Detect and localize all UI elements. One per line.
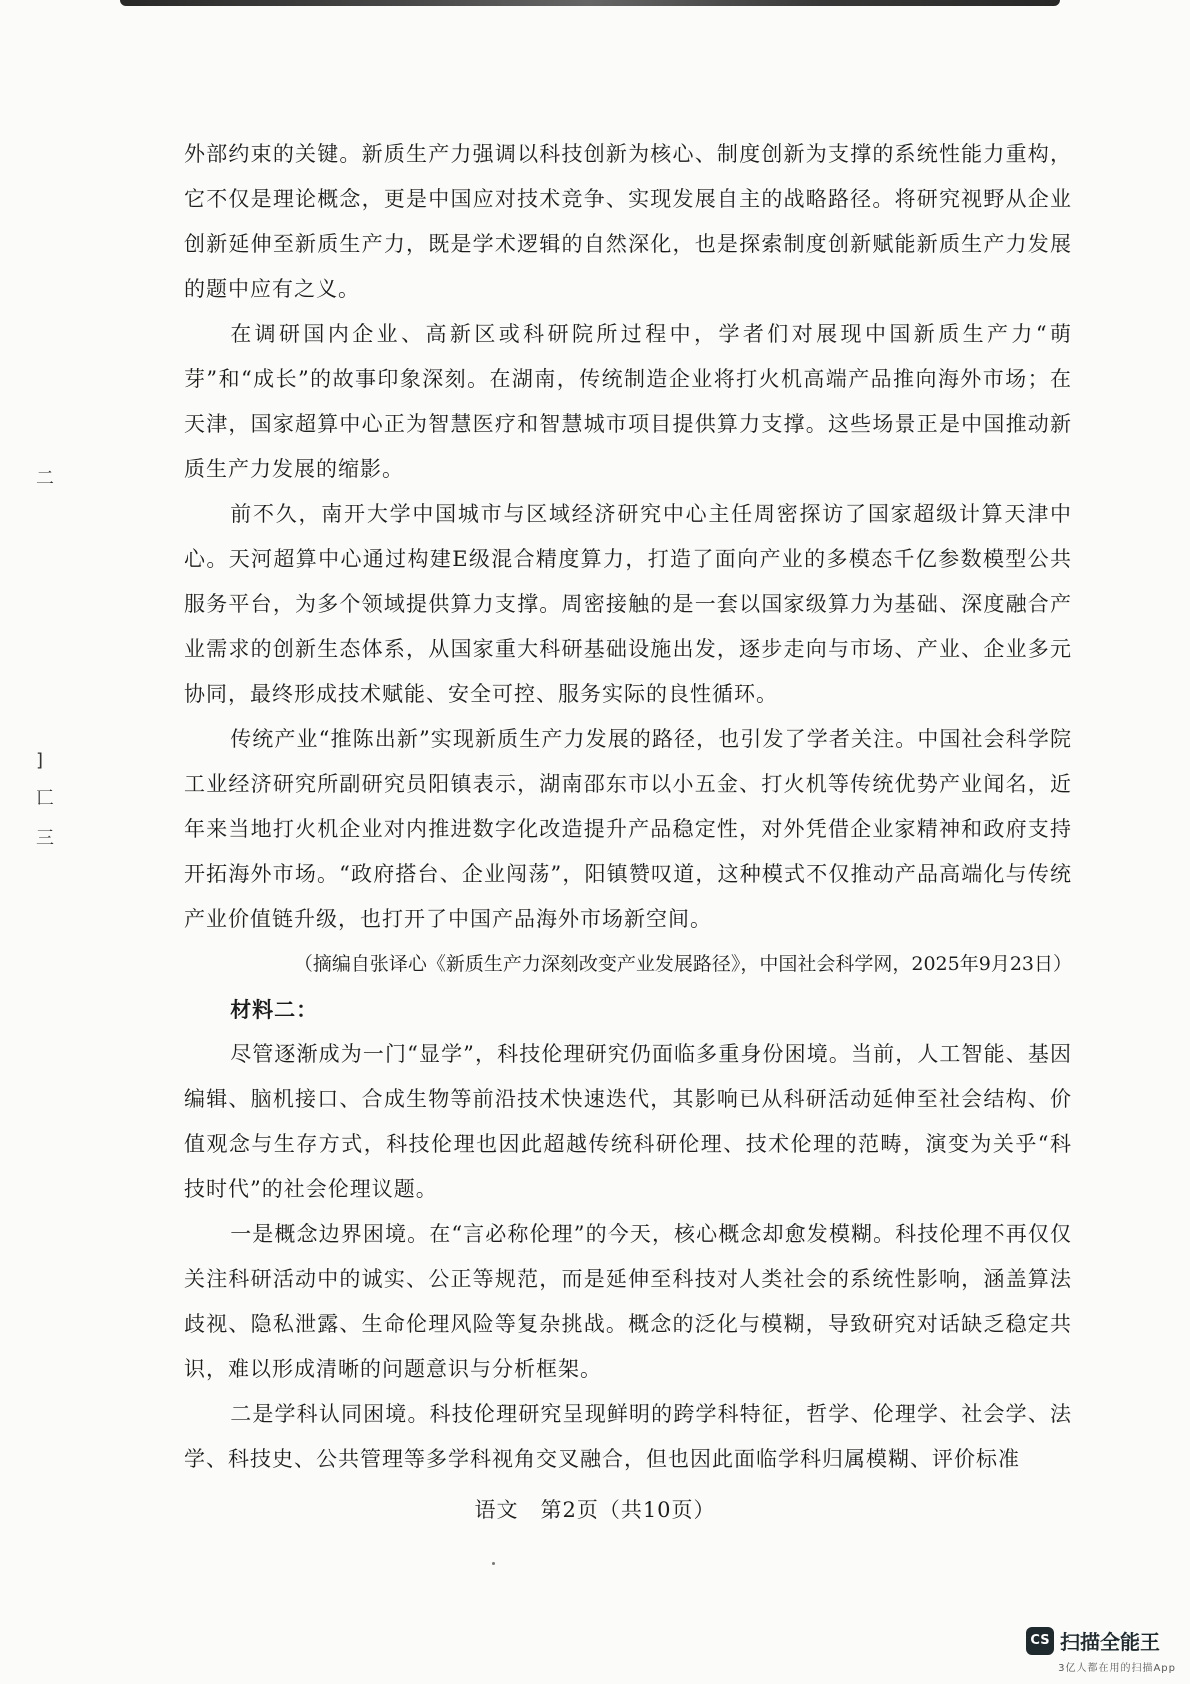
margin-mark-4: 三	[36, 828, 54, 849]
paragraph: 一是概念边界困境。在“言必称伦理”的今天，核心概念却愈发模糊。科技伦理不再仅仅关注科研活动中的诚实、公正等规范，而是延伸至科技对人类社会的系统性影响，涵盖算法歧视、隐私泄露、生命伦理风险等复杂挑战。概念的泛化与模糊，导致研究对话缺乏稳定共识，难以形成清晰的问题意识与分析框架。	[184, 1222, 1072, 1381]
scanner-watermark	[1026, 1626, 1176, 1674]
page-footer: 语文 第2页（共10页）	[474, 1498, 716, 1522]
paragraph: 外部约束的关键。新质生产力强调以科技创新为核心、制度创新为支撑的系统性能力重构，它不仅是理论概念，更是中国应对技术竞争、实现发展自主的战略路径。将研究视野从企业创新延伸至新质生产力，既是学术逻辑的自然深化，也是探索制度创新赋能新质生产力发展的题中应有之义。	[184, 142, 1072, 301]
source-citation: （摘编自张译心《新质生产力深刻改变产业发展路径》，中国社会科学网，2025年9月23日）	[293, 953, 1072, 975]
speck	[492, 1562, 495, 1565]
paragraph: 传统产业“推陈出新”实现新质生产力发展的路径，也引发了学者关注。中国社会科学院工业经济研究所副研究员阳镇表示，湖南邵东市以小五金、打火机等传统优势产业闻名，近年来当地打火机企业对内推进数字化改造提升产品稳定性，对外凭借企业家精神和政府支持开拓海外市场。“政府搭台、企业闯荡”，阳镇赞叹道，这种模式不仅推动产品高端化与传统产业价值链升级，也打开了中国产品海外市场新空间。	[184, 727, 1072, 931]
watermark-name: 扫描全能王	[1060, 1630, 1160, 1654]
paragraph: 尽管逐渐成为一门“显学”，科技伦理研究仍面临多重身份困境。当前，人工智能、基因编辑、脑机接口、合成生物等前沿技术快速迭代，其影响已从科研活动延伸至社会结构、价值观念与生存方式，科技伦理也因此超越传统科研伦理、技术伦理的范畴，演变为关乎“科技时代”的社会伦理议题。	[184, 1042, 1072, 1201]
paragraph: 在调研国内企业、高新区或科研院所过程中，学者们对展现中国新质生产力“萌芽”和“成长”的故事印象深刻。在湖南，传统制造企业将打火机高端产品推向海外市场；在天津，国家超算中心正为智慧医疗和智慧城市项目提供算力支撑。这些场景正是中国推动新质生产力发展的缩影。	[184, 322, 1072, 481]
scan-edge-shadow	[120, 0, 1060, 6]
paragraph: 二是学科认同困境。科技伦理研究呈现鲜明的跨学科特征，哲学、伦理学、社会学、法学、科技史、公共管理等多学科视角交叉融合，但也因此面临学科归属模糊、评价标准	[184, 1402, 1072, 1471]
cs-logo-icon: CS	[1026, 1627, 1054, 1655]
watermark-tagline: 3亿人都在用的扫描App	[1058, 1663, 1176, 1674]
document-body	[184, 132, 1072, 1482]
paragraph: 前不久，南开大学中国城市与区域经济研究中心主任周密探访了国家超级计算天津中心。天河超算中心通过构建E级混合精度算力，打造了面向产业的多模态千亿参数模型公共服务平台，为多个领域提供算力支撑。周密接触的是一套以国家级算力为基础、深度融合产业需求的创新生态体系，从国家重大科研基础设施出发，逐步走向与市场、产业、企业多元协同，最终形成技术赋能、安全可控、服务实际的良性循环。	[184, 502, 1072, 706]
margin-mark-3: 匸	[36, 788, 54, 809]
margin-mark-2: ]	[36, 750, 44, 771]
margin-mark-1: 二	[36, 468, 54, 489]
section-heading: 材料二：	[230, 997, 319, 1022]
